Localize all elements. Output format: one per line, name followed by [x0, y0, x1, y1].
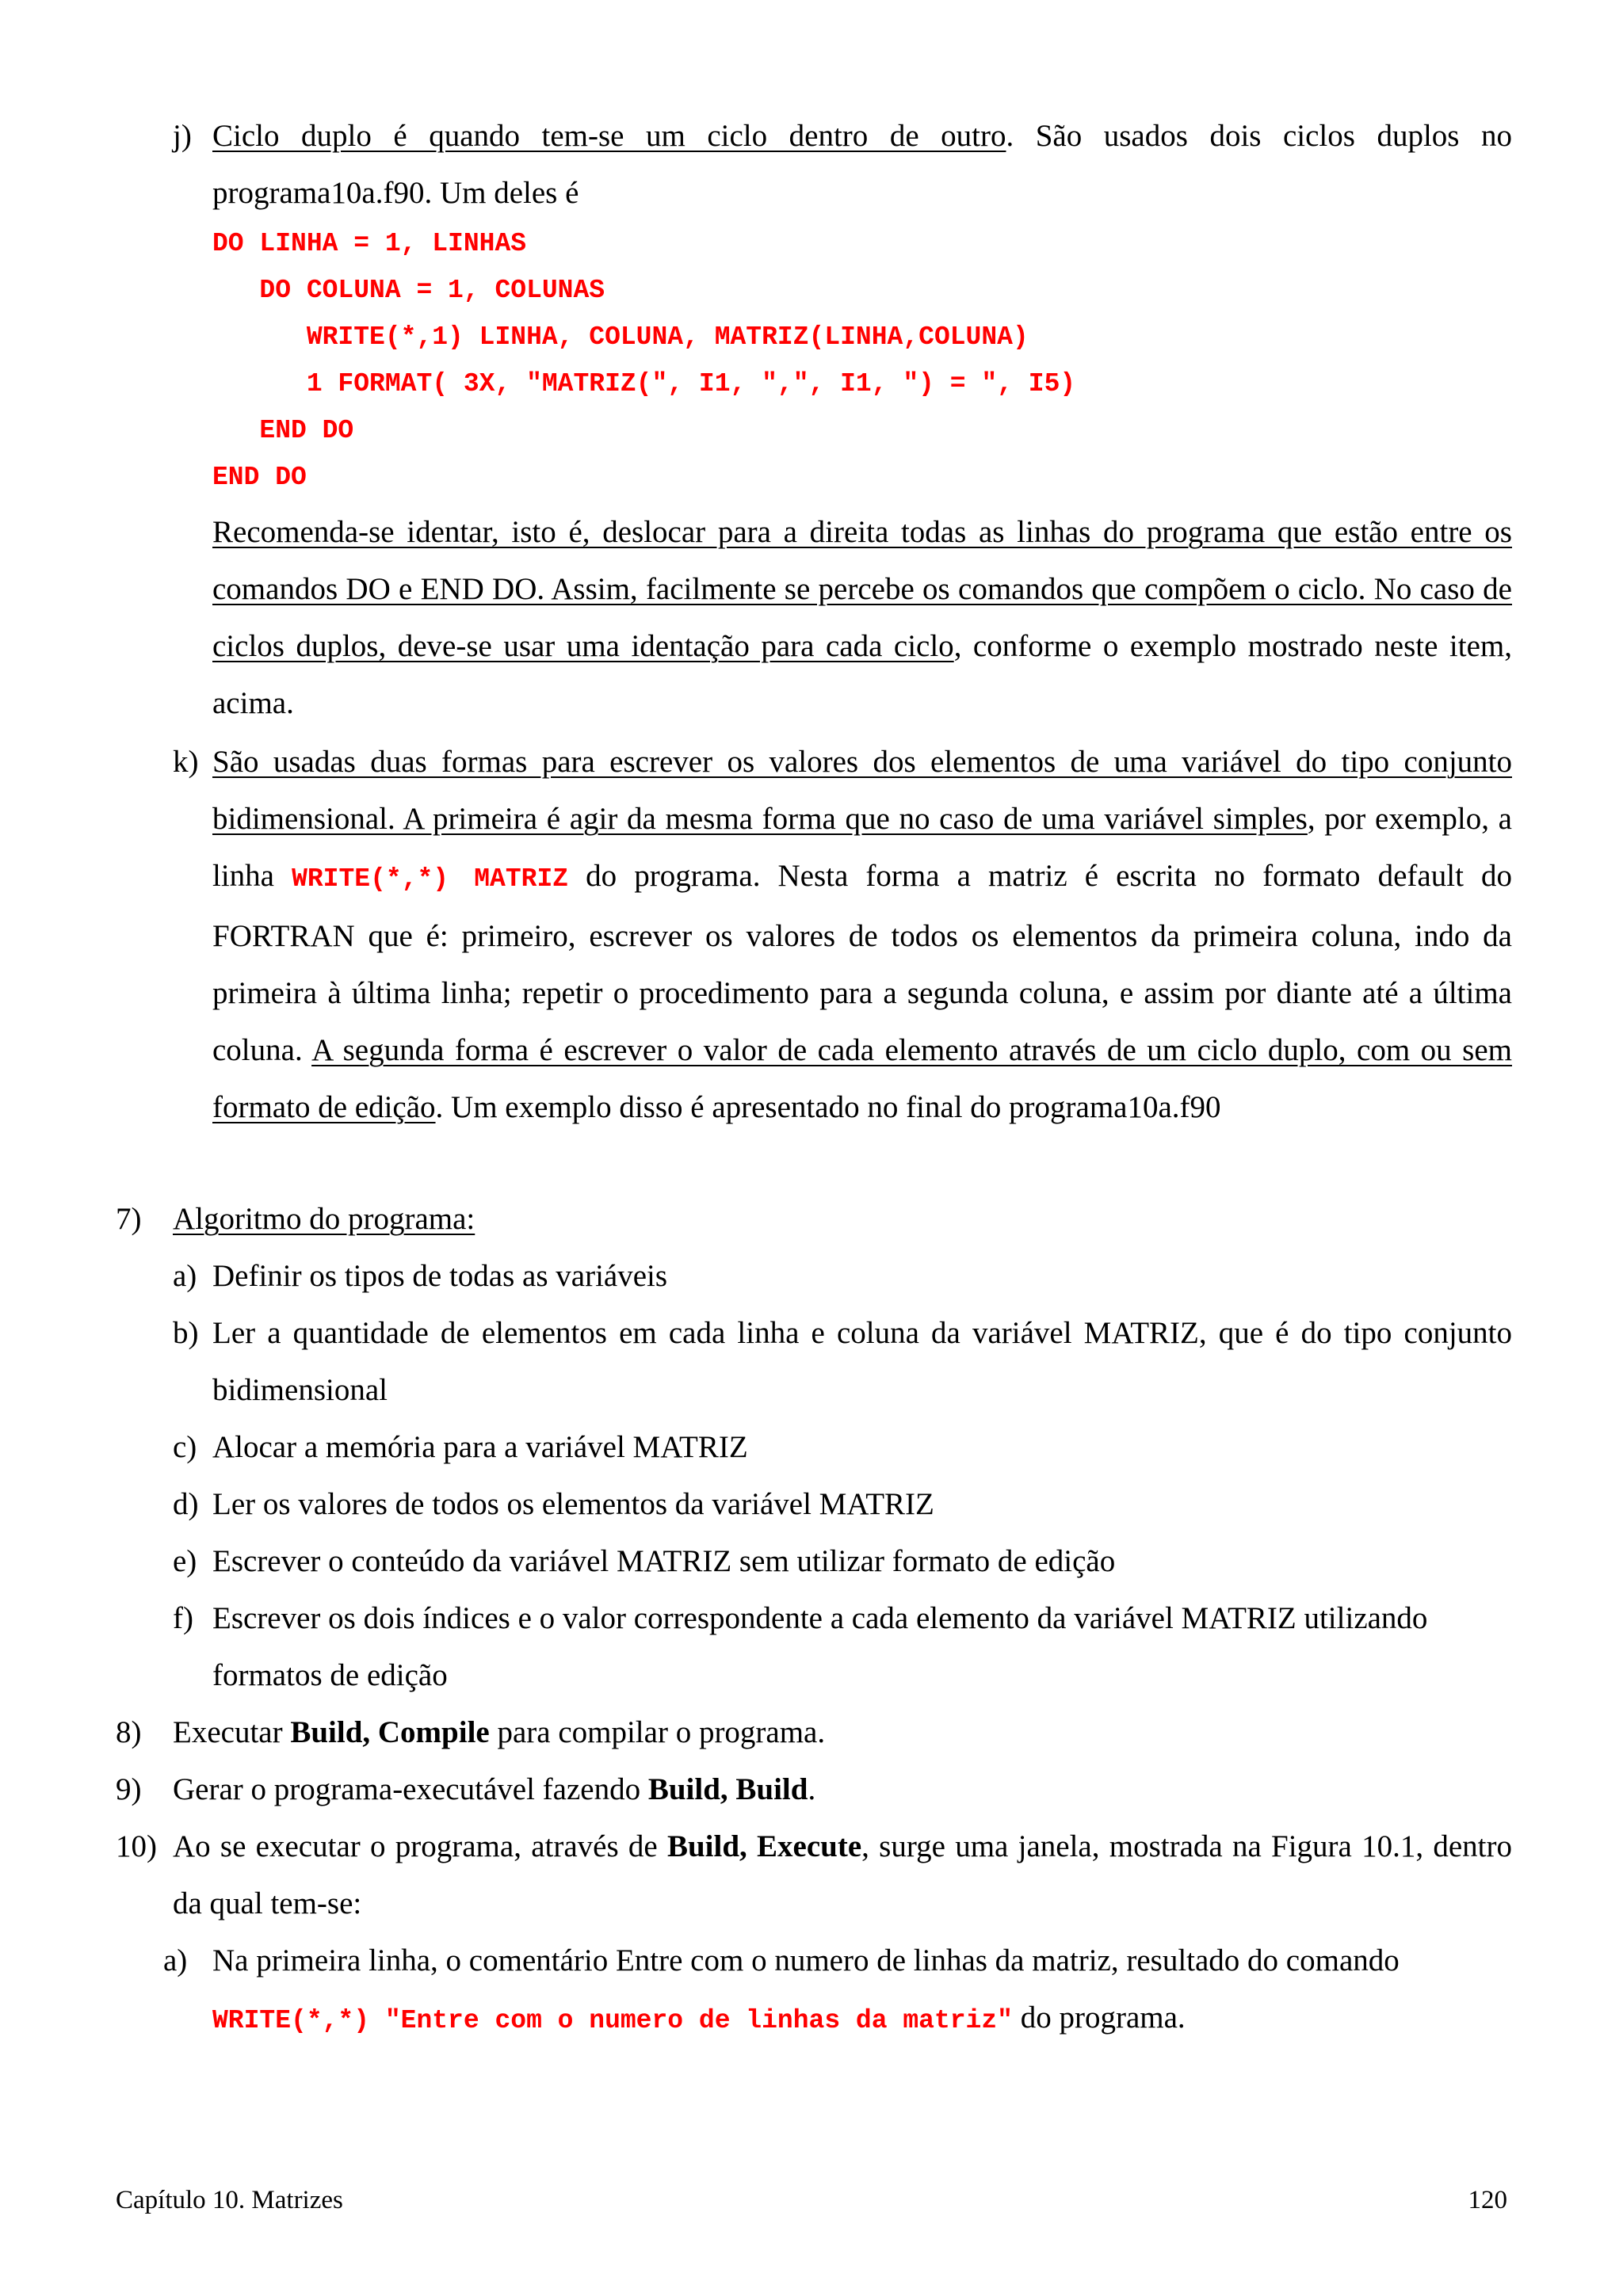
code-line: WRITE(*,1) LINHA, COLUNA, MATRIZ(LINHA,COLUNA) [212, 322, 1029, 352]
item-9-pre: Gerar o programa-executável fazendo [173, 1772, 648, 1806]
item-10a-marker: a) [163, 1943, 188, 1978]
subitem-text: Escrever o conteúdo da variável MATRIZ sem utilizar formato de edição [212, 1544, 1116, 1578]
subitem-marker: e) [173, 1544, 197, 1578]
item-8-marker: 8) [116, 1715, 142, 1749]
item-7-marker: 7) [116, 1202, 142, 1236]
subitem-text: Ler a quantidade de elementos em cada linha e coluna da variável MATRIZ, que é do tipo conjunto bidimensional [212, 1316, 1512, 1407]
subitem-text: Ler os valores de todos os elementos da variável MATRIZ [212, 1487, 934, 1521]
item-j-indent-paragraph [212, 504, 1512, 732]
code-line: END DO [212, 463, 307, 492]
footer-chapter: Capítulo 10. Matrizes [116, 2186, 343, 2214]
inline-code: WRITE(*,*) "Entre com o numero de linhas da matriz" [212, 2006, 1013, 2035]
subitem-text: Escrever os dois índices e o valor correspondente a cada elemento da variável MATRIZ utilizando formatos de edição [212, 1601, 1428, 1692]
subitem-text: Definir os tipos de todas as variáveis [212, 1259, 668, 1293]
item-j-paragraph [212, 108, 1512, 222]
item-k-underlined-text: São usadas duas formas para escrever os valores dos elementos de uma variável do tipo conjunto bidimensional. A primeira é agir da mesma forma que no caso de uma variável simples [212, 745, 1512, 836]
subitem-marker: c) [173, 1430, 197, 1464]
subitem-marker: b) [173, 1316, 199, 1350]
item-10-marker: 10) [116, 1829, 157, 1863]
item-9-marker: 9) [116, 1772, 142, 1806]
subitem-marker: d) [173, 1487, 199, 1521]
item-k-underlined-text-2: A segunda forma é escrever o valor de cada elemento através de um ciclo duplo, com ou sem formato de edição [212, 1033, 1512, 1124]
item-10a-text: Na primeira linha, o comentário Entre com o numero de linhas da matriz, resultado do comando [212, 1943, 1400, 1978]
subitem-text: Alocar a memória para a variável MATRIZ [212, 1430, 748, 1464]
item-9-post: . [808, 1772, 816, 1806]
item-8-post: para compilar o programa. [489, 1715, 826, 1749]
item-j-text: . São usados dois ciclos duplos no programa10a.f90. Um deles é [212, 119, 1512, 210]
item-k-paragraph [212, 734, 1512, 1136]
item-10a-line2 [212, 1989, 1186, 2050]
item-j-text-end: , conforme o exemplo mostrado neste item, acima. [212, 629, 1512, 720]
item-8-pre: Executar [173, 1715, 291, 1749]
item-j-underlined-recommendation: Recomenda-se identar, isto é, deslocar para a direita todas as linhas do programa que estão entre os comandos DO e END DO. Assim, facilmente se percebe os comandos que compõem o ciclo. No caso de ciclos duplos, deve-se usar uma identação para cada ciclo [212, 515, 1512, 663]
item-j-underlined-text: Ciclo duplo é quando tem-se um ciclo dentro de outro [212, 119, 1006, 153]
inline-code: WRITE(*,*) MATRIZ [292, 864, 569, 894]
item-j-marker: j) [173, 119, 192, 153]
item-10-paragraph [173, 1818, 1512, 1932]
code-line: END DO [212, 416, 354, 445]
item-8-text [173, 1704, 825, 1761]
code-line: 1 FORMAT( 3X, "MATRIZ(", I1, ",", I1, ") = ", I5) [212, 369, 1076, 399]
item-9-text [173, 1761, 815, 1818]
item-8-menu-path: Build, Compile [290, 1715, 490, 1749]
item-k-text: , por exemplo, a linha [212, 802, 1512, 893]
item-k-text-end: . Um exemplo disso é apresentado no final do programa10a.f90 [435, 1090, 1221, 1124]
subitem-marker: a) [173, 1259, 197, 1293]
item-k-marker: k) [173, 745, 199, 779]
code-line: DO LINHA = 1, LINHAS [212, 229, 527, 258]
item-10-menu-path: Build, Execute [666, 1829, 862, 1863]
item-10a-text-end: do programa. [1012, 2000, 1186, 2035]
code-line: DO COLUNA = 1, COLUNAS [212, 276, 605, 305]
item-10-post: , surge uma janela, mostrada na Figura 10.1, dentro da qual tem-se: [173, 1829, 1512, 1920]
item-k-text: do programa. Nesta forma a matriz é escrita no formato default do FORTRAN que é: primeiro, escrever os valores de todos os elementos da primeira coluna, indo da primeira à última linha; repetir o procedimento para a segunda coluna, e assim por diante até a última coluna. [212, 859, 1512, 1067]
page-number: 120 [1468, 2186, 1507, 2214]
item-9-menu-path: Build, Build [647, 1772, 808, 1806]
item-10-pre: Ao se executar o programa, através de [173, 1829, 667, 1863]
item-7-title: Algoritmo do programa: [173, 1202, 475, 1236]
subitem-marker: f) [173, 1601, 193, 1635]
